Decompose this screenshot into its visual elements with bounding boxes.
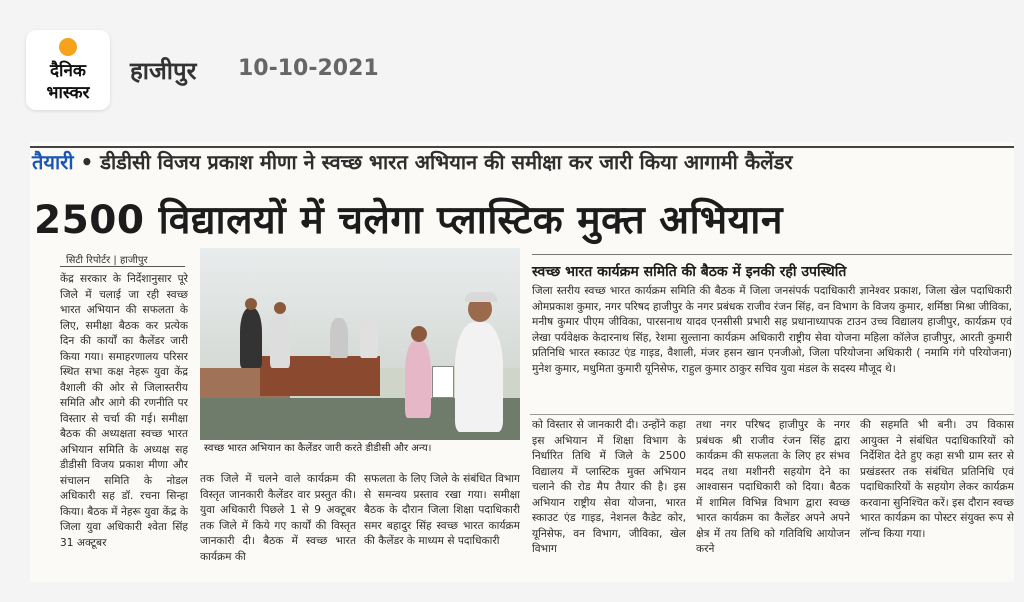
- app-header: [0, 0, 1024, 138]
- logo-text-line1: दैनिक: [50, 61, 86, 81]
- sun-icon: [59, 38, 77, 56]
- edition-date: 10-10-2021: [238, 56, 379, 81]
- kicker-line: [32, 148, 1012, 178]
- article-column-5: तथा नगर परिषद हाजीपुर के नगर प्रबंधक श्री राजीव रंजन सिंह द्वारा कार्यक्रम की सफलता के लिए हर संभव मदद तथा मशीनरी सहयोग देने का आश्वासन पदाधिकारी को दिया। बैठक में शामिल विभिन्न विभाग द्वारा स्वच्छ भारत कार्यक्रम का कैलेंडर अपने अपने क्षेत्र में तय तिथि को गतिविधि आयोजन करने: [696, 419, 850, 555]
- kicker-text: • डीडीसी विजय प्रकाश मीणा ने स्वच्छ भारत अभियान की समीक्षा कर जारी किया आगामी कैलेंडर: [73, 150, 793, 174]
- kicker-tag: तैयारी: [32, 150, 74, 174]
- box-bottom-divider: [530, 414, 1014, 415]
- photo-caption: स्वच्छ भारत अभियान का कैलेंडर जारी करते डीडीसी और अन्य।: [200, 440, 520, 456]
- attendance-box-text: जिला स्तरीय स्वच्छ भारत कार्यक्रम समिति की बैठक में जिला जनसंपर्क पदाधिकारी ज्ञानेश्वर प्रकाश, जिला खेल पदाधिकारी ओमप्रकाश कुमार, नगर परिषद हाजीपुर के नगर प्रबंधक राजीव रंजन सिंह, वन विभाग के विजय कुमार, शर्मिष्ठा मिश्रा जीविका, मनीष कुमार पीएम जीविका, पारसनाथ यादव एनसीसी प्रभारी सह प्रधानाध्यापक टाउन उच्च विद्यालय हाजीपुर, कार्यक्रम एवं लेखा पर्यवेक्षक केदारनाथ सिंह, रेशमा सुल्ताना कार्यक्रम अधिकारी राष्ट्रीय सेवा योजना महिला कॉलेज हाजीपुर, आरती कुमारी प्रतिनिधि भारत स्काउट एंड गाइड, वैशाली, मंजर हसन खान एनजीओ, जिला परियोजना अधिकारी ( नमामि गंगे परियोजना) मुनेश कुमार, मधुमिता कुमारी यूनिसेफ, राहुल कुमार ठाकुर सचिव युवा मंडल के सदस्य मौजूद थे।: [532, 285, 1012, 375]
- article-column-6: की सहमति भी बनी। उप विकास आयुक्त ने संबंधित पदाधिकारियों को निर्देशित देते हुए कहा सभी ग्राम स्तर से प्रखंडस्तर तक संबंधित प्रतिनिधि एवं पदाधिकारियों के सहयोग लेकर कार्यक्रम करवाना सुनिश्चित करें। इस दौरान स्वच्छ भारत कार्यक्रम का पोस्टर संयुक्त रूप से लॉन्च किया गया।: [860, 419, 1014, 540]
- article-column-3: सफलता के लिए जिले के संबंधित विभाग से समन्वय प्रस्ताव रखा गया। समीक्षा बैठक के दौरान जिला शिक्षा पदाधिकारी समर बहादुर सिंह स्वच्छ भारत कार्यक्रम की कैलेंडर के माध्यम से पदाधिकारी: [364, 473, 520, 547]
- newspaper-clipping: [30, 142, 1014, 582]
- attendance-box-title: स्वच्छ भारत कार्यक्रम समिति की बैठक में इनकी रही उपस्थिति: [532, 264, 847, 280]
- article-column-4: को विस्तार से जानकारी दी। उन्होंने कहा इस अभियान में शिक्षा विभाग के निर्धारित तिथि में जिले के 2500 विद्यालय में प्लास्टिक मुक्त अभियान चलाने की रोड मैप तैयार की है। इस अभियान राष्ट्रीय सेवा योजना, भारत स्काउट एंड गाइड, नेशनल कैडेट कोर, यूनिसेफ, वन विभाग, जीविका, खेल विभाग: [532, 419, 686, 555]
- edition-city: हाजीपुर: [130, 57, 197, 85]
- logo-text-line2: भास्कर: [46, 83, 90, 103]
- byline-divider: [60, 266, 185, 267]
- dainik-bhaskar-logo[interactable]: [26, 30, 110, 110]
- headline: 2500 विद्यालयों में चलेगा प्लास्टिक मुक्त अभियान: [34, 198, 783, 243]
- article-column-1: केंद्र सरकार के निर्देशानुसार पूरे जिले में चलाई जा रही स्वच्छ भारत अभियान की सफलता के लिए, समीक्षा बैठक कर प्रत्येक दिन की कार्यों का कैलेंडर जारी किया गया। समाहरणालय परिसर स्थित सभा कक्ष नेहरू युवा केंद्र वैशाली की ओर से जिलास्तरीय समिति और आगे की रणनीति पर विस्तार से चर्चा की गई। समीक्षा बैठक की अध्यक्षता स्वच्छ भारत अभियान समिति के अध्यक्ष सह डीडीसी विजय प्रकाश मीणा और संचालन समिति के नोडल अधिकारी सह डॉ. रचना सिन्हा किया। बैठक में नेहरू युवा केंद्र के जिला युवा अधिकारी श्वेता सिंह 31 अक्टूबर: [60, 273, 188, 549]
- byline: सिटी रिपोर्टर | हाजीपुर: [66, 255, 148, 266]
- article-column-2: तक जिले में चलने वाले कार्यक्रम की विस्तृत जानकारी कैलेंडर वार प्रस्तुत की। युवा अधिकारी पिछले 1 से 9 अक्टूबर तक जिले में किये गए कार्यों की विस्तृत जानकारी दी। बैठक में स्वच्छ भारत कार्यक्रम की: [200, 473, 356, 563]
- news-photo: [200, 248, 520, 440]
- box-top-divider: [532, 254, 1012, 255]
